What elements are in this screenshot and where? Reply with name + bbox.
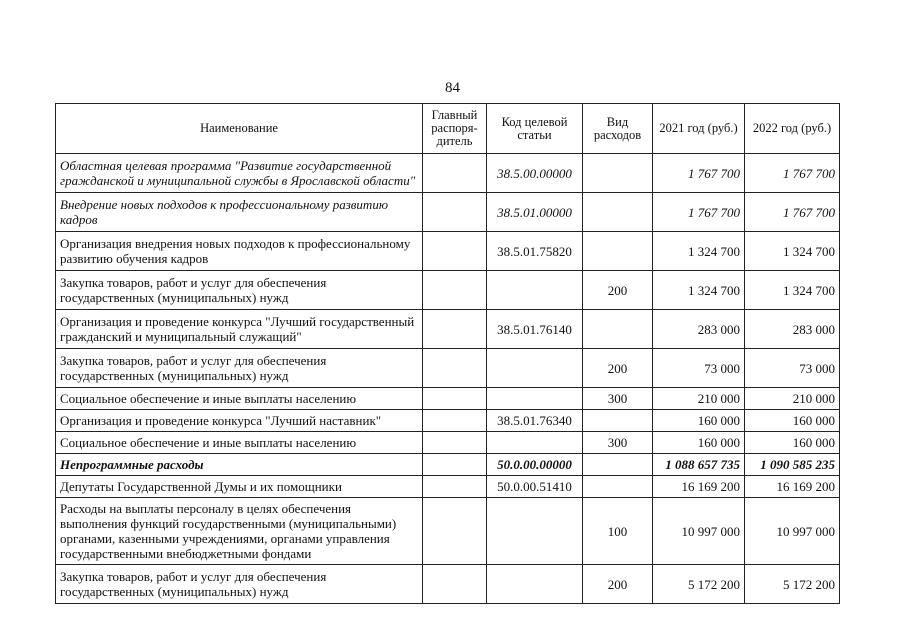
row-target-code: 38.5.00.00000 [487,154,583,193]
row-amount-2021: 1 088 657 735 [653,454,745,476]
row-target-code [487,498,583,565]
row-expense-type: 300 [583,432,653,454]
row-target-code [487,271,583,310]
row-target-code: 50.0.00.00000 [487,454,583,476]
header-year-2021: 2021 год (руб.) [653,104,745,154]
row-name: Областная целевая программа "Развитие государственной гражданской и муниципальной службы в Ярославской области" [56,154,423,193]
row-expense-type [583,310,653,349]
row-administrator [423,193,487,232]
row-administrator [423,271,487,310]
table-row [56,388,840,410]
row-amount-2022: 10 997 000 [745,498,840,565]
row-amount-2022: 1 767 700 [745,193,840,232]
row-expense-type: 200 [583,349,653,388]
header-year-2022: 2022 год (руб.) [745,104,840,154]
row-name: Закупка товаров, работ и услуг для обеспечения государственных (муниципальных) нужд [56,271,423,310]
row-amount-2021: 283 000 [653,310,745,349]
row-administrator [423,232,487,271]
table-row [56,476,840,498]
row-amount-2022: 160 000 [745,432,840,454]
row-expense-type: 200 [583,565,653,604]
row-administrator [423,565,487,604]
row-amount-2021: 16 169 200 [653,476,745,498]
row-amount-2021: 1 767 700 [653,193,745,232]
table-row [56,410,840,432]
row-amount-2022: 1 767 700 [745,154,840,193]
row-expense-type [583,232,653,271]
row-expense-type [583,454,653,476]
table-row [56,349,840,388]
row-amount-2022: 210 000 [745,388,840,410]
row-target-code: 38.5.01.76340 [487,410,583,432]
row-amount-2021: 160 000 [653,432,745,454]
table-row [56,310,840,349]
table-row [56,565,840,604]
row-expense-type [583,410,653,432]
row-administrator [423,310,487,349]
table-row [56,432,840,454]
row-target-code [487,388,583,410]
row-name: Непрограммные расходы [56,454,423,476]
row-administrator [423,154,487,193]
row-target-code: 38.5.01.76140 [487,310,583,349]
budget-table [55,103,840,604]
row-target-code: 50.0.00.51410 [487,476,583,498]
table-row [56,193,840,232]
row-name: Депутаты Государственной Думы и их помощники [56,476,423,498]
row-expense-type: 300 [583,388,653,410]
row-expense-type [583,476,653,498]
row-target-code [487,432,583,454]
row-administrator [423,410,487,432]
row-amount-2021: 73 000 [653,349,745,388]
row-expense-type [583,154,653,193]
row-administrator [423,498,487,565]
header-name: Наименование [56,104,423,154]
table-row [56,498,840,565]
row-amount-2022: 1 090 585 235 [745,454,840,476]
row-administrator [423,349,487,388]
table-row [56,232,840,271]
row-target-code [487,349,583,388]
row-amount-2022: 283 000 [745,310,840,349]
page-number: 84 [445,80,460,96]
row-name: Закупка товаров, работ и услуг для обеспечения государственных (муниципальных) нужд [56,565,423,604]
row-amount-2021: 1 324 700 [653,271,745,310]
row-expense-type: 200 [583,271,653,310]
row-name: Социальное обеспечение и иные выплаты населению [56,388,423,410]
row-name: Внедрение новых подходов к профессиональному развитию кадров [56,193,423,232]
row-target-code: 38.5.01.75820 [487,232,583,271]
row-amount-2021: 1 767 700 [653,154,745,193]
header-expense-type: Вид расходов [583,104,653,154]
row-amount-2021: 160 000 [653,410,745,432]
row-administrator [423,432,487,454]
row-target-code [487,565,583,604]
row-amount-2022: 5 172 200 [745,565,840,604]
row-amount-2022: 1 324 700 [745,271,840,310]
row-name: Расходы на выплаты персоналу в целях обеспечения выполнения функций государственными (муниципальными) органами, казенными учреждениями, органами управления государственными внебюджетными фондами [56,498,423,565]
row-expense-type [583,193,653,232]
row-name: Закупка товаров, работ и услуг для обеспечения государственных (муниципальных) нужд [56,349,423,388]
row-amount-2022: 1 324 700 [745,232,840,271]
row-amount-2022: 16 169 200 [745,476,840,498]
row-administrator [423,454,487,476]
row-name: Социальное обеспечение и иные выплаты населению [56,432,423,454]
row-name: Организация и проведение конкурса "Лучший наставник" [56,410,423,432]
row-amount-2021: 210 000 [653,388,745,410]
row-name: Организация внедрения новых подходов к профессиональному развитию обучения кадров [56,232,423,271]
row-amount-2021: 1 324 700 [653,232,745,271]
row-amount-2021: 5 172 200 [653,565,745,604]
row-name: Организация и проведение конкурса "Лучший государственный гражданский и муниципальный служащий" [56,310,423,349]
row-amount-2022: 160 000 [745,410,840,432]
row-administrator [423,476,487,498]
row-amount-2021: 10 997 000 [653,498,745,565]
row-target-code: 38.5.01.00000 [487,193,583,232]
table-row [56,271,840,310]
table-row [56,154,840,193]
header-target-code: Код целевой статьи [487,104,583,154]
table-header-row [56,104,840,154]
row-administrator [423,388,487,410]
row-amount-2022: 73 000 [745,349,840,388]
header-administrator: Главный распоря-дитель [423,104,487,154]
table-row [56,454,840,476]
row-expense-type: 100 [583,498,653,565]
